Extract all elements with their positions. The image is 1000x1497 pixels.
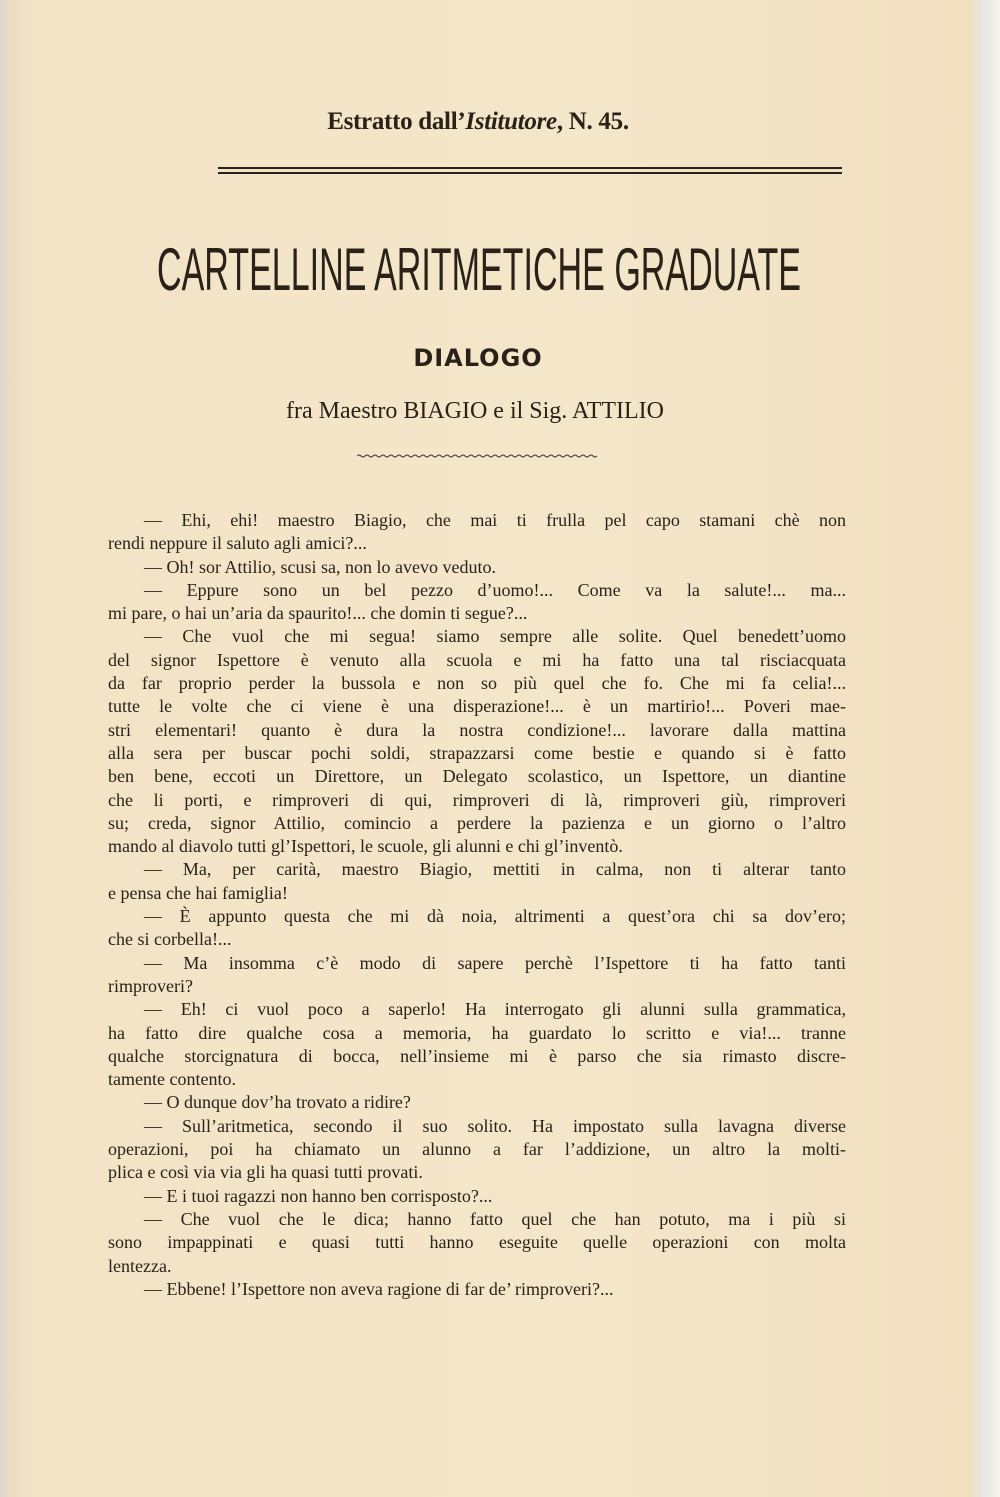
text-line: tutte le volte che ci viene è una disperazione!... è un martirio!... Poveri mae- (108, 696, 846, 717)
text-line: — Ebbene! l’Ispettore non aveva ragione di far de’ rimproveri?... (144, 1278, 614, 1299)
text-line: rimproveri? (108, 975, 193, 996)
text-line: — Eh! ci vuol poco a saperlo! Ha interrogato gli alunni sulla grammatica, (144, 999, 846, 1020)
text-line: qualche storcignatura di bocca, nell’insieme mi è parso che sia rimasto discre- (108, 1045, 846, 1066)
text-line: lentezza. (108, 1255, 172, 1276)
text-line: — Sull’aritmetica, secondo il suo solito. Ha impostato sulla lavagna diverse (144, 1115, 846, 1136)
double-rule-bottom (218, 172, 842, 174)
text-line: — Che vuol che mi segua! siamo sempre alle solite. Quel benedett’uomo (144, 626, 846, 647)
document-title-graphic (157, 236, 801, 296)
text-line: — Che vuol che le dica; hanno fatto quel che han potuto, ma i più si (144, 1208, 846, 1229)
text-line: operazioni, poi ha chiamato un alunno a far l’addizione, un altro la molti- (108, 1139, 846, 1160)
text-line: da far proprio perder la bussola e non so più quel che fo. Che mi fa celia!... (108, 673, 846, 694)
text-line: sono impappinati e quasi tutti hanno eseguite quelle operazioni con molta (108, 1232, 846, 1253)
text-line: — Ma insomma c’è modo di sapere perchè l’Ispettore ti ha fatto tanti (144, 952, 846, 973)
dialogue-body (108, 509, 846, 1301)
text-line: mando al diavolo tutti gl’Ispettori, le scuole, gli alunni e chi gl’inventò. (108, 836, 623, 857)
text-line: mi pare, o hai un’aria da spaurito!... che domin ti segue?... (108, 603, 528, 624)
text-line: ha fatto dire qualche cosa a memoria, ha guardato lo scritto e via!... tranne (108, 1022, 846, 1043)
document-title: CARTELLINE ARITMETICHE GRADUATE (157, 236, 801, 296)
text-line: — Ma, per carità, maestro Biagio, mettiti in calma, non ti alterar tanto (144, 859, 846, 880)
text-line: — È appunto questa che mi dà noia, altrimenti a quest’ora chi sa dov’ero; (144, 906, 846, 927)
double-rule-top (218, 167, 842, 169)
section-heading: DIALOGO (413, 344, 543, 372)
text-line: rendi neppure il saluto agli amici?... (108, 533, 367, 554)
text-line: che si corbella!... (108, 929, 232, 950)
wavy-divider (357, 452, 597, 460)
text-line: — O dunque dov’ha trovato a ridire? (144, 1092, 411, 1113)
text-line: stri elementari! quanto è dura la nostra condizione!... lavorare dalla mattina (108, 719, 846, 740)
text-line: alla sera per buscar pochi soldi, strapazzarsi come bestie e quando si è fatto (108, 742, 846, 763)
header-suffix: , N. 45. (556, 108, 629, 135)
text-line: — Eppure sono un bel pezzo d’uomo!... Come va la salute!... ma... (144, 579, 846, 600)
text-line: — Oh! sor Attilio, scusi sa, non lo avevo veduto. (144, 556, 496, 577)
text-line: ben bene, eccoti un Direttore, un Delegato scolastico, un Ispettore, un diantine (108, 766, 846, 787)
text-line: plica e così via via gli ha quasi tutti provati. (108, 1162, 423, 1183)
text-line: tamente contento. (108, 1069, 236, 1090)
text-line: su; creda, signor Attilio, comincio a perdere la pazienza e un giorno o l’altro (108, 812, 846, 833)
text-line: — Ehi, ehi! maestro Biagio, che mai ti frulla pel capo stamani chè non (144, 510, 846, 530)
extract-header (0, 108, 956, 136)
subtitle: fra Maestro BIAGIO e il Sig. ATTILIO (286, 398, 664, 424)
text-line: che li porti, e rimproveri di qui, rimproveri di là, rimproveri giù, rimproveri (108, 789, 846, 810)
journal-name: Istitutore (465, 108, 557, 135)
text-line: — E i tuoi ragazzi non hanno ben corrisposto?... (144, 1185, 493, 1206)
text-line: del signor Ispettore è venuto alla scuola e mi ha fatto una tal risciacquata (108, 649, 846, 670)
text-line: e pensa che hai famiglia! (108, 882, 288, 903)
header-prefix: Estratto dall’ (327, 108, 466, 135)
